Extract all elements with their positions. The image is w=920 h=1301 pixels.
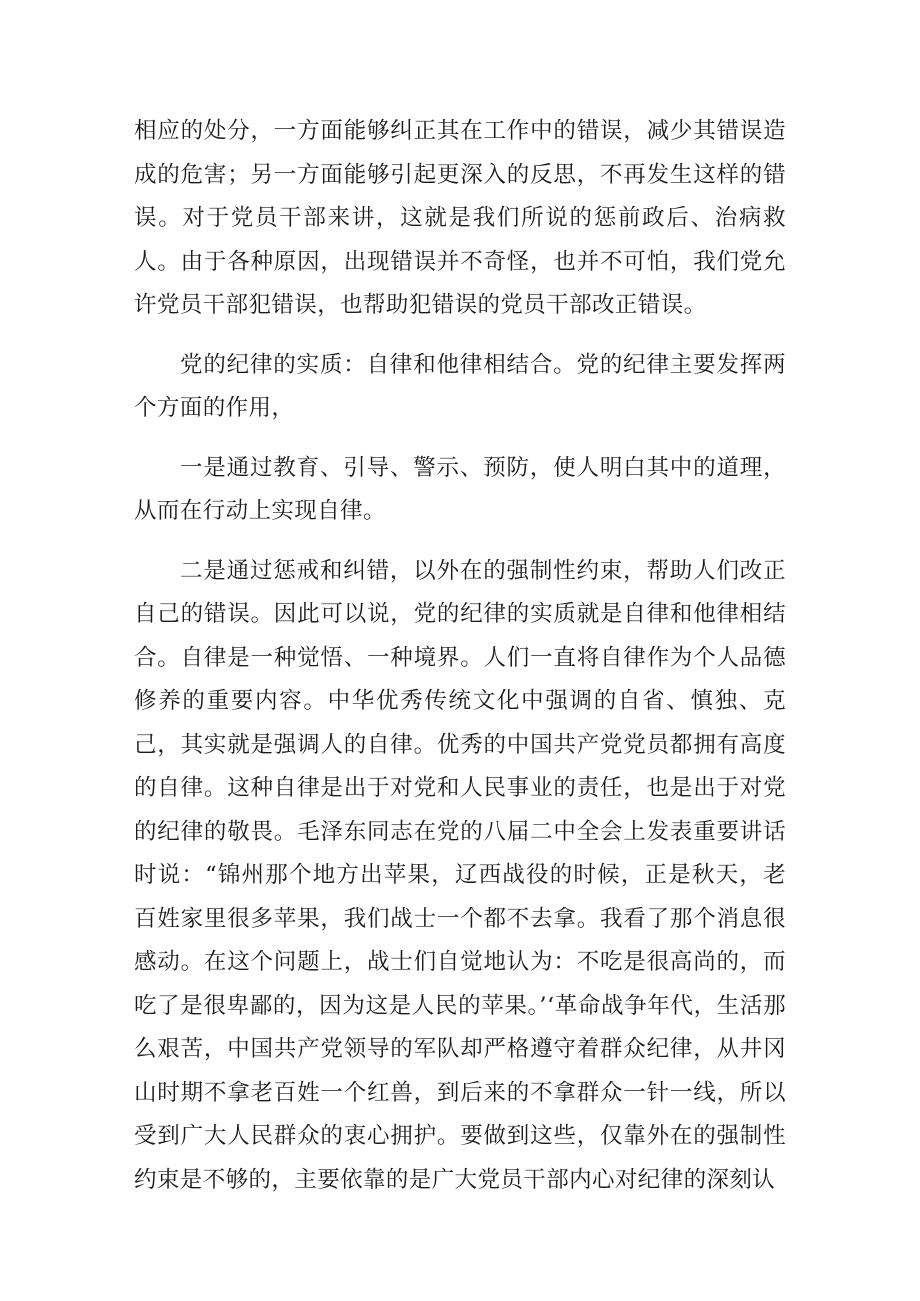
paragraph-point-two: 二是通过惩戒和纠错，以外在的强制性约束，帮助人们改正自己的错误。因此可以说，党的纪律的实质就是自律和他律相结合。自律是一种觉悟、一种境界。人们一直将自律作为个人品德修养的重要内容。中华优秀传统文化中强调的自省、慎独、克己，其实就是强调人的自律。优秀的中国共产党党员都拥有高度的自律。这种自律是出于对党和人民事业的责任，也是出于对党的纪律的敬畏。毛泽东同志在党的八届二中全会上发表重要讲话时说：“锦州那个地方出苹果，辽西战役的时候，正是秋天，老百姓家里很多苹果，我们战士一个都不去拿。我看了那个消息很感动。在这个问题上，战士们自觉地认为：不吃是很高尚的，而吃了是很卑鄙的，因为这是人民的苹果。’‘革命战争年代，生活那么艰苦，中国共产党领导的军队却严格遵守着群众纪律，从井冈山时期不拿老百姓一个红兽，到后来的不拿群众一针一线，所以受到广大人民群众的衷心拥护。要做到这些，仅靠外在的强制性约束是不够的，主要依靠的是广大党员干部内心对纪律的深刻认 — [134, 557, 786, 1193]
document-body — [134, 110, 786, 1218]
paragraph-continuation: 相应的处分，一方面能够纠正其在工作中的错误，减少其错误造成的危害；另一方面能够引起更深入的反思，不再发生这样的错误。对于党员干部来讲，这就是我们所说的惩前政后、治病救人。由于各种原因，出现错误并不奇怪，也并不可怕，我们党允许党员干部犯错误，也帮助犯错误的党员干部改正错误。 — [134, 118, 786, 318]
paragraph-discipline-essence: 党的纪律的实质：自律和他律相结合。党的纪律主要发挥两个方面的作用， — [134, 351, 786, 421]
paragraph-point-one: 一是通过教育、引导、警示、预防，使人明白其中的道理，从而在行动上实现自律。 — [134, 454, 786, 524]
